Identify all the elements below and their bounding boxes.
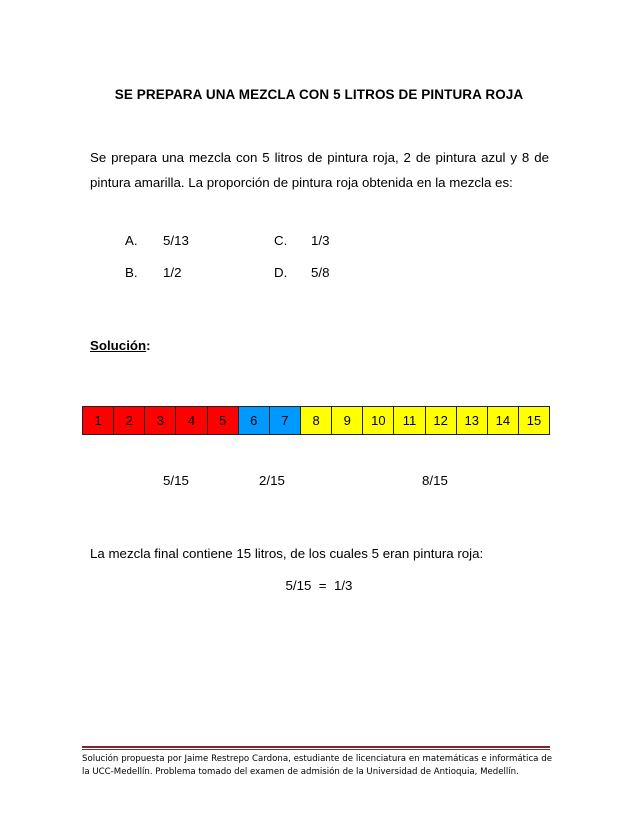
fraction-red: 5/15	[163, 473, 189, 488]
option-c-letter: C.	[274, 233, 288, 248]
option-d-letter: D.	[274, 265, 288, 280]
option-c-value: 1/3	[311, 233, 330, 248]
bar-cell-5: 5	[207, 406, 239, 435]
bar-cell-10: 10	[362, 406, 394, 435]
bar-cell-14: 14	[487, 406, 519, 435]
option-b-letter: B.	[125, 265, 138, 280]
solution-label: Solución	[90, 338, 147, 353]
problem-statement: Se prepara una mezcla con 5 litros de pintura roja, 2 de pintura azul y 8 de pintura amarilla. La proporción de pintura roja obtenida en la mezcla es:	[90, 150, 549, 190]
option-d-value: 5/8	[311, 265, 330, 280]
bar-cell-6: 6	[238, 406, 270, 435]
solution-colon: :	[146, 338, 151, 353]
footer-divider-thin	[82, 749, 550, 750]
bar-cell-4: 4	[175, 406, 207, 435]
fraction-yellow: 8/15	[422, 473, 448, 488]
solution-heading	[90, 338, 151, 353]
bar-cell-3: 3	[144, 406, 176, 435]
bar-cell-15: 15	[518, 406, 550, 435]
page-title: SE PREPARA UNA MEZCLA CON 5 LITROS DE PINTURA ROJA	[114, 87, 524, 102]
bar-cell-7: 7	[269, 406, 301, 435]
bar-cell-1: 1	[82, 406, 114, 435]
footer-divider	[82, 746, 550, 748]
bar-cell-2: 2	[113, 406, 145, 435]
option-a-letter: A.	[125, 233, 138, 248]
bar-cell-13: 13	[456, 406, 488, 435]
bar-cell-8: 8	[300, 406, 332, 435]
liters-bar	[82, 406, 550, 435]
footer-note: Solución propuesta por Jaime Restrepo Cardona, estudiante de licenciatura en matemáticas e informática de la UCC-Medellín. Problema tomado del examen de admisión de la Universidad de Antioquia, Medellín.	[82, 754, 552, 777]
bar-cell-9: 9	[331, 406, 363, 435]
option-a-value: 5/13	[163, 233, 189, 248]
fraction-blue: 2/15	[259, 473, 285, 488]
option-b-value: 1/2	[163, 265, 182, 280]
equation: 5/15 = 1/3	[285, 578, 353, 593]
bar-cell-11: 11	[393, 406, 425, 435]
bar-cell-12: 12	[425, 406, 457, 435]
final-statement: La mezcla final contiene 15 litros, de los cuales 5 eran pintura roja:	[90, 546, 484, 561]
